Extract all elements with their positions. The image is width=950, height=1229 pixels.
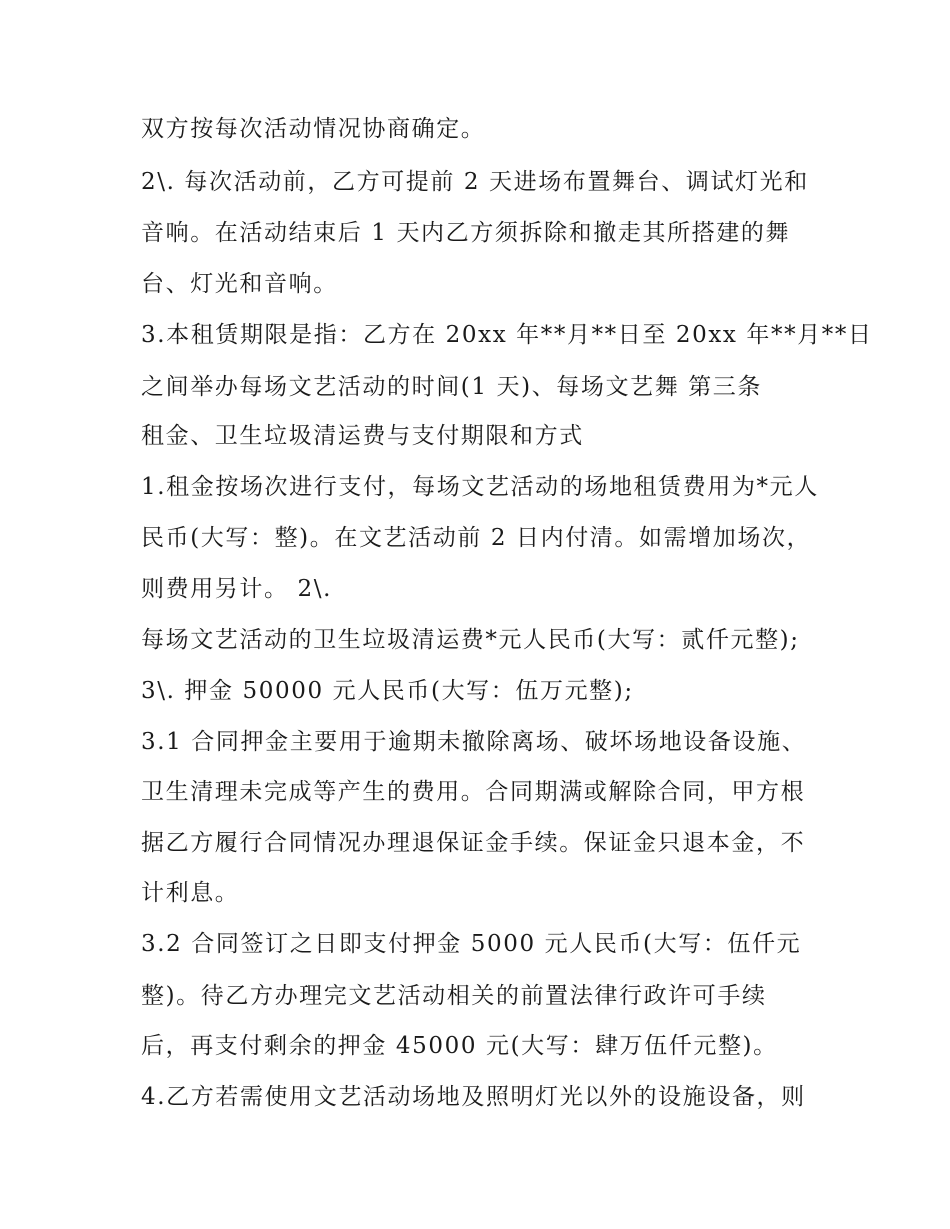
text-line: 整)。待乙方办理完文艺活动相关的前置法律行政许可手续 bbox=[141, 983, 767, 1009]
text-line: 2\. 每次活动前，乙方可提前 2 天进场布置舞台、调试灯光和 bbox=[141, 169, 809, 195]
text-line: 之间举办每场文艺活动的时间(1 天)、每场文艺舞 第三条 bbox=[141, 374, 763, 400]
text-line: 3.2 合同签订之日即支付押金 5000 元人民币(大写：伍仟元 bbox=[141, 931, 802, 957]
text-line: 1.租金按场次进行支付，每场文艺活动的场地租赁费用为*元人 bbox=[141, 474, 819, 500]
text-line: 后，再支付剩余的押金 45000 元(大写：肆万伍仟元整)。 bbox=[141, 1033, 778, 1059]
text-line: 3.1 合同押金主要用于逾期未撤除离场、破坏场地设备设施、 bbox=[141, 729, 807, 755]
text-line: 计利息。 bbox=[141, 880, 240, 906]
text-line: 则费用另计。 2\. bbox=[141, 576, 333, 602]
text-line: 3.本租赁期限是指：乙方在 20xx 年**月**日至 20xx 年**月**日 bbox=[141, 322, 873, 348]
text-line: 民币(大写：整)。在文艺活动前 2 日内付清。如需增加场次， bbox=[141, 525, 812, 551]
text-line: 卫生清理未完成等产生的费用。合同期满或解除合同，甲方根 bbox=[141, 779, 806, 805]
text-line: 音响。在活动结束后 1 天内乙方须拆除和撤走其所搭建的舞 bbox=[141, 220, 791, 246]
text-line: 3\. 押金 50000 元人民币(大写：伍万元整); bbox=[141, 678, 634, 704]
text-line: 双方按每次活动情况协商确定。 bbox=[141, 116, 486, 142]
text-line: 4.乙方若需使用文艺活动场地及照明灯光以外的设施设备，则 bbox=[141, 1084, 806, 1110]
text-line: 每场文艺活动的卫生垃圾清运费*元人民币(大写：贰仟元整); bbox=[141, 627, 800, 653]
section-heading: 租金、卫生垃圾清运费与支付期限和方式 bbox=[141, 423, 584, 449]
text-line: 台、灯光和音响。 bbox=[141, 271, 338, 297]
text-line: 据乙方履行合同情况办理退保证金手续。保证金只退本金，不 bbox=[141, 830, 806, 856]
